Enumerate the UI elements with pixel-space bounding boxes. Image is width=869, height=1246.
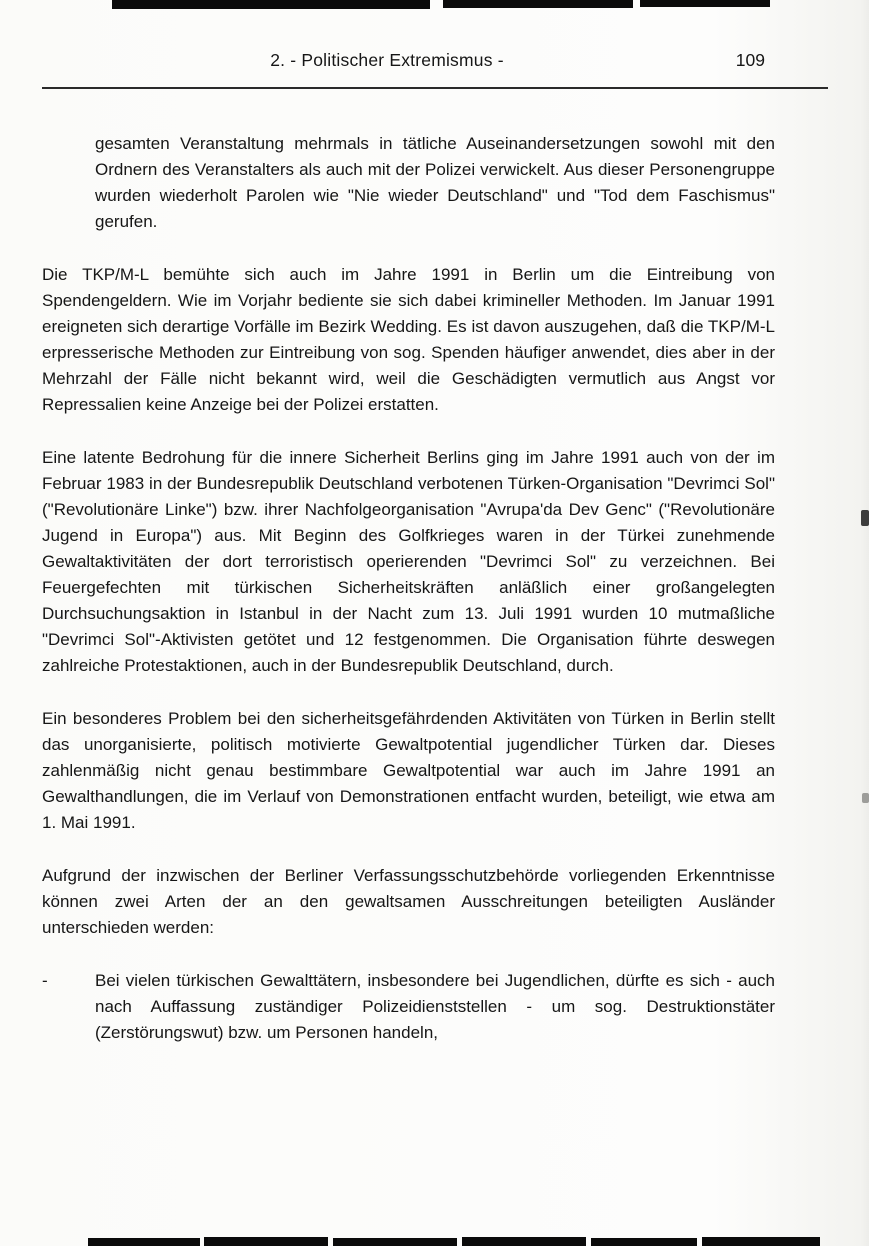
- paragraph-continuation: gesamten Veranstaltung mehrmals in tätliche Auseinandersetzungen sowohl mit den Ordnern des Veranstalters als auch mit der Polizei verwickelt. Aus dieser Personengruppe wurden wiederholt Parolen wie "Nie wieder Deutschland" und "Tod dem Faschismus" gerufen.: [95, 134, 775, 231]
- list-item: [42, 968, 775, 1046]
- page-header: [42, 50, 775, 76]
- scan-artifact-top-bar: [443, 0, 633, 8]
- paragraph: Eine latente Bedrohung für die innere Sicherheit Berlins ging im Jahre 1991 auch von der im Februar 1983 in der Bundesrepublik Deutschland verbotenen Türken-Organisation "Devrimci Sol" ("Revolutionäre Linke") bzw. ihrer Nachfolgeorganisation "Avrupa'da Dev Genc" ("Revolutionäre Jugend in Europa") aus. Mit Beginn des Golfkrieges waren in der Türkei zunehmende Gewaltaktivitäten der dort terroristisch operierenden "Devrimci Sol" zu verzeichnen. Bei Feuergefechten mit türkischen Sicherheitskräften anläßlich einer großangelegten Durchsuchungsaktion in Istanbul in der Nacht zum 13. Juli 1991 wurden 10 mutmaßliche "Devrimci Sol"-Aktivisten getötet und 12 festgenommen. Die Organisation führte deswegen zahlreiche Protestaktionen, auch in der Bundesrepublik Deutschland, durch.: [42, 448, 775, 675]
- scan-artifact-top-bar: [112, 0, 430, 9]
- page-number: 109: [735, 50, 765, 70]
- scan-artifact-edge-mark: [861, 510, 869, 526]
- paragraph: Ein besonderes Problem bei den sicherheitsgefährdenden Aktivitäten von Türken in Berlin stellt das unorganisierte, politisch motivierte Gewaltpotential jugendlicher Türken dar. Dieses zahlenmäßig nicht genau bestimmbare Gewaltpotential war auch im Jahre 1991 an Gewalthandlungen, die im Verlauf von Demonstrationen entfacht wurden, beteiligt, wie etwa am 1. Mai 1991.: [42, 709, 775, 832]
- scan-artifact-bottom-bar: [333, 1238, 457, 1246]
- document-body: [42, 131, 775, 1046]
- scan-artifact-bottom-bar: [702, 1237, 820, 1246]
- scan-artifact-edge-mark: [862, 793, 869, 803]
- paragraph: Aufgrund der inzwischen der Berliner Verfassungsschutzbehörde vorliegenden Erkenntnisse können zwei Arten der an den gewaltsamen Ausschreitungen beteiligten Ausländer unterschieden werden:: [42, 866, 775, 937]
- list-item-text: Bei vielen türkischen Gewalttätern, insbesondere bei Jugendlichen, dürfte es sich - auch nach Auffassung zuständiger Polizeidienststellen - um sog. Destruktionstäter (Zerstörungswut) bzw. um Personen handeln,: [95, 971, 775, 1042]
- scan-artifact-bottom-bar: [204, 1237, 328, 1246]
- scan-artifact-bottom-bar: [591, 1238, 697, 1246]
- chapter-heading: 2. - Politischer Extremismus -: [270, 50, 504, 70]
- scan-artifact-top-bar: [640, 0, 770, 7]
- scan-artifact-bottom-bar: [88, 1238, 200, 1246]
- list-item-marker: -: [42, 971, 48, 990]
- header-rule: [42, 87, 828, 89]
- scan-artifact-bottom-bar: [462, 1237, 586, 1246]
- paragraph: Die TKP/M-L bemühte sich auch im Jahre 1991 in Berlin um die Eintreibung von Spendengeldern. Wie im Vorjahr bediente sie sich dabei krimineller Methoden. Im Januar 1991 ereigneten sich derartige Vorfälle im Bezirk Wedding. Es ist davon auszugehen, daß die TKP/M-L erpresserische Methoden zur Eintreibung von sog. Spenden häufiger anwendet, dies aber in der Mehrzahl der Fälle nicht bekannt wird, weil die Geschädigten vermutlich aus Angst vor Repressalien keine Anzeige bei der Polizei erstatten.: [42, 265, 775, 414]
